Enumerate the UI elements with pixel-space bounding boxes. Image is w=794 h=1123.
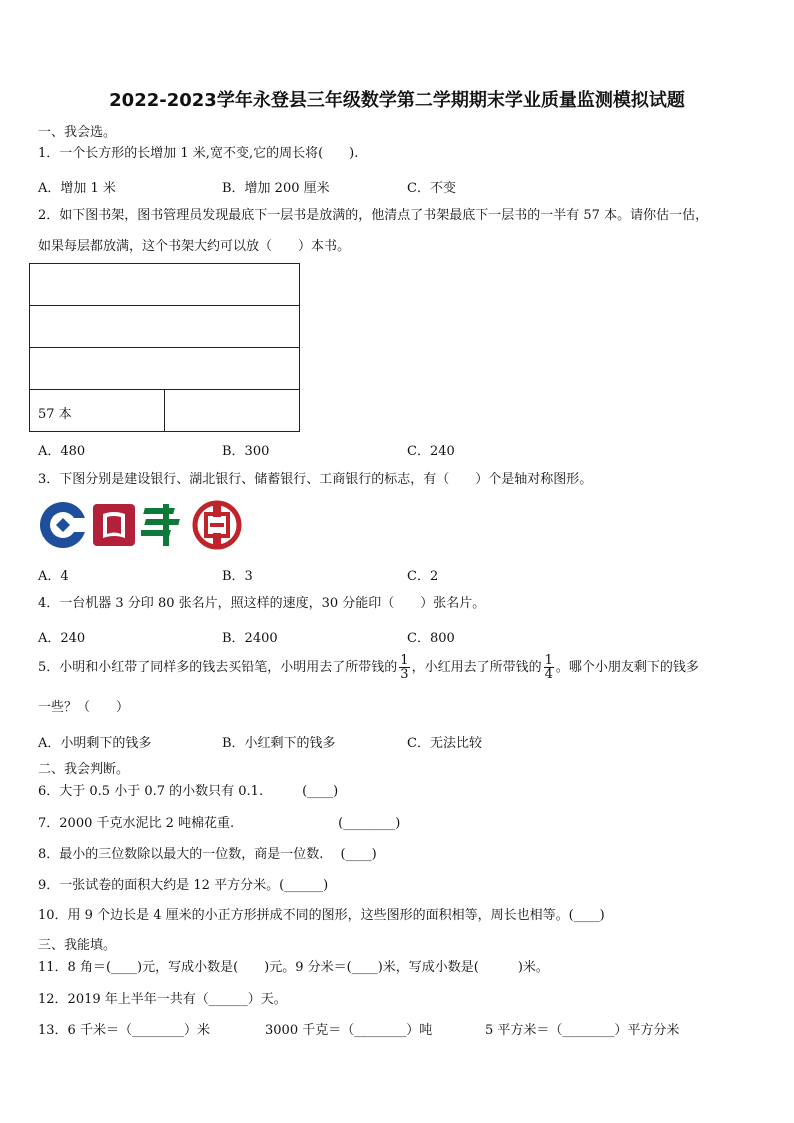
page-title: 2022-2023学年永登县三年级数学第二学期期末学业质量监测模拟试题 — [109, 90, 685, 111]
fraction-numerator: 1 — [400, 653, 409, 668]
question-10: 10．用 9 个边长是 4 厘米的小正方形拼成不同的图形，这些图形的面积相等，周长也相等。(____) — [38, 908, 605, 923]
shelf-half-divider — [164, 390, 165, 432]
ccb-logo-icon — [38, 500, 88, 550]
q2-option-b[interactable]: B．300 — [222, 444, 270, 459]
question-9: 9．一张试卷的面积大约是 12 平方分米。(______) — [38, 878, 329, 893]
q3-option-a[interactable]: A．4 — [38, 569, 69, 584]
question-13-part-b: 3000 千克＝（________）吨 — [265, 1023, 433, 1038]
icbc-logo-icon — [192, 500, 242, 550]
q1-option-a[interactable]: A．增加 1 米 — [38, 181, 116, 196]
question-6: 6．大于 0.5 小于 0.7 的小数只有 0.1. (____) — [38, 784, 339, 799]
q2-option-a[interactable]: A．480 — [38, 444, 86, 459]
postal-bank-logo-icon — [141, 500, 191, 550]
section-heading-1: 一、我会选。 — [38, 125, 117, 140]
q4-option-c[interactable]: C．800 — [407, 631, 455, 646]
question-4: 4．一台机器 3 分印 80 张名片，照这样的速度，30 分能印（ ）张名片。 — [38, 596, 486, 611]
q5-option-b[interactable]: B．小红剩下的钱多 — [222, 736, 336, 751]
question-2-line-1: 2．如下图书架，图书管理员发现最底下一层书是放满的，他清点了书架最底下一层书的一半有 57 本。请你估一估， — [38, 208, 709, 223]
question-5-line-1 — [38, 654, 699, 681]
question-2-line-2: 如果每层都放满，这个书架大约可以放（ ）本书。 — [38, 239, 351, 254]
q3-option-b[interactable]: B．3 — [222, 569, 253, 584]
question-3: 3．下图分别是建设银行、湖北银行、储蓄银行、工商银行的标志，有（ ）个是轴对称图形。 — [38, 472, 593, 487]
q4-option-b[interactable]: B．2400 — [222, 631, 278, 646]
fraction-one-quarter — [544, 654, 554, 681]
hubei-bank-logo-icon — [91, 500, 141, 550]
shelf-label: 57 本 — [38, 407, 72, 422]
question-7: 7．2000 千克水泥比 2 吨棉花重. (________) — [38, 816, 401, 831]
q5-text-part-1: 5．小明和小红带了同样多的钱去买铅笔，小明用去了所带钱的 — [38, 660, 398, 675]
shelf-divider — [30, 305, 299, 306]
question-11: 11．8 角＝(____)元，写成小数是( )元。9 分米＝(____)米，写成小数是( )米。 — [38, 960, 549, 975]
question-5-line-2: 一些？（ ） — [38, 700, 130, 715]
q1-option-b[interactable]: B．增加 200 厘米 — [222, 181, 330, 196]
question-13-part-c: 5 平方米＝（________）平方分米 — [485, 1023, 680, 1038]
question-12: 12．2019 年上半年一共有（______）天。 — [38, 992, 287, 1007]
q1-option-c[interactable]: C．不变 — [407, 181, 456, 196]
question-1: 1．一个长方形的长增加 1 米,宽不变,它的周长将( ). — [38, 146, 359, 161]
q2-option-c[interactable]: C．240 — [407, 444, 455, 459]
q5-text-part-2: ，小红用去了所带钱的 — [411, 660, 542, 675]
question-8: 8．最小的三位数除以最大的一位数，商是一位数. (____) — [38, 847, 377, 862]
q3-option-c[interactable]: C．2 — [407, 569, 439, 584]
q5-text-part-3: 。哪个小朋友剩下的钱多 — [555, 660, 699, 675]
question-13-part-a: 13．6 千米＝（________）米 — [38, 1023, 210, 1038]
fraction-numerator: 1 — [544, 653, 553, 668]
fraction-denominator: 4 — [544, 667, 553, 682]
fraction-one-third — [399, 654, 409, 681]
shelf-divider — [30, 347, 299, 348]
section-heading-3: 三、我能填。 — [38, 938, 117, 953]
q5-option-c[interactable]: C．无法比较 — [407, 736, 482, 751]
fraction-denominator: 3 — [400, 667, 409, 682]
section-heading-2: 二、我会判断。 — [38, 762, 130, 777]
q4-option-a[interactable]: A．240 — [38, 631, 86, 646]
bookshelf-diagram — [29, 263, 300, 432]
q5-option-a[interactable]: A．小明剩下的钱多 — [38, 736, 152, 751]
